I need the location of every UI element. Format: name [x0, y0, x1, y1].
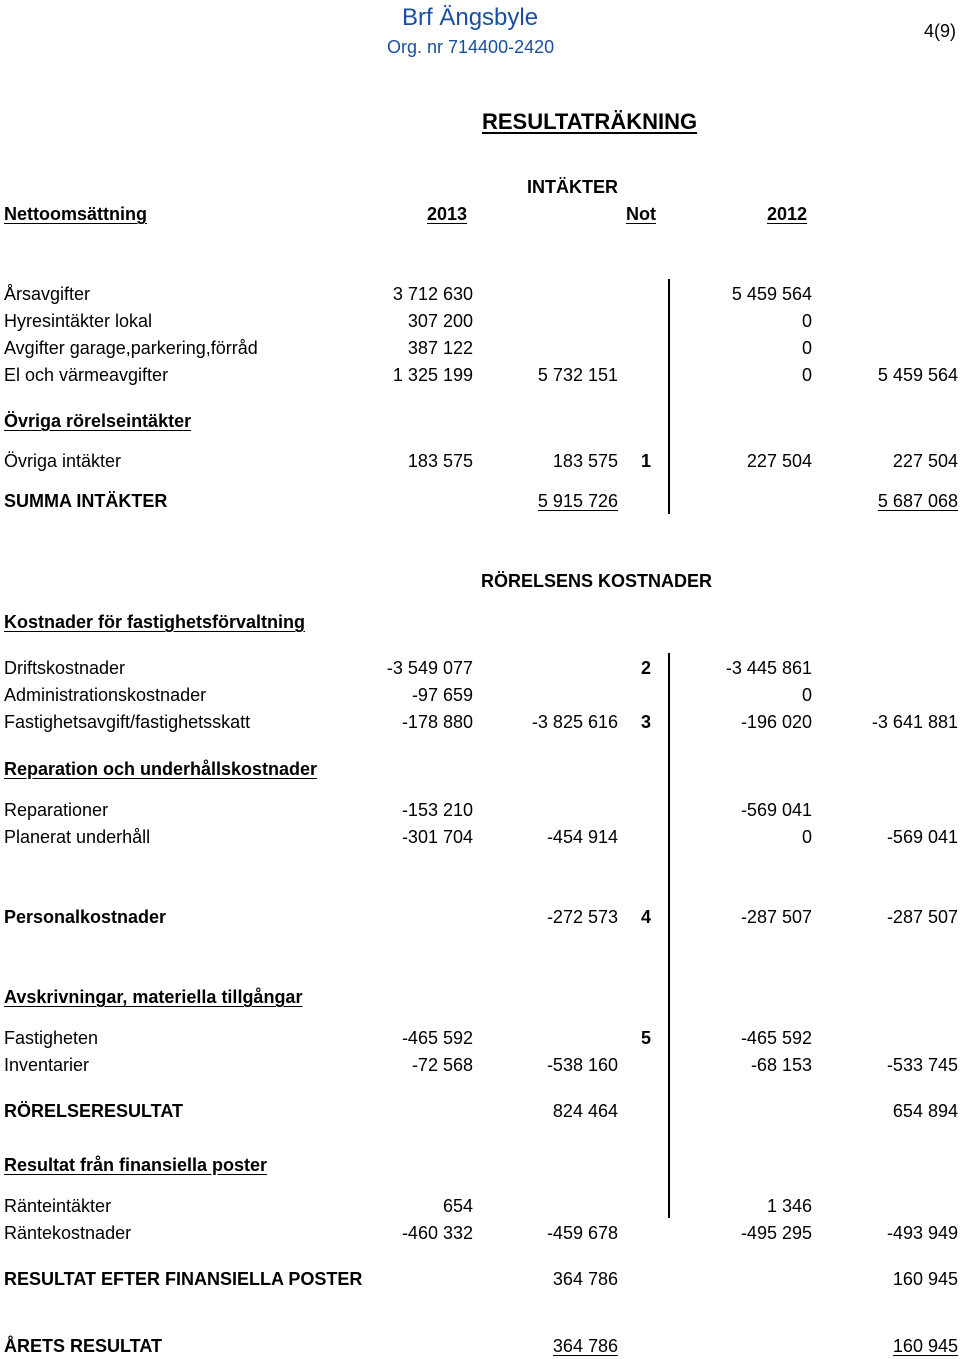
nettoomsattning-heading: Nettoomsättning [4, 204, 147, 224]
col-header-not: Not [626, 204, 656, 224]
value-2013-item: 183 575 [407, 451, 473, 471]
value-2013-item: 3 712 630 [392, 284, 473, 304]
value-2013-total: -538 160 [546, 1055, 618, 1075]
value-2012-item: 1 346 [766, 1196, 812, 1216]
row-label: Fastigheten [4, 1028, 99, 1048]
value-2013-total: 183 575 [552, 451, 618, 471]
value-2012-item: 227 504 [746, 451, 812, 471]
value-2012-total: -493 949 [886, 1223, 958, 1243]
value-2013-total: 5 915 726 [537, 491, 618, 511]
value-2013-item: 654 [442, 1196, 473, 1216]
row-label: Driftskostnader [4, 658, 126, 678]
note-ref: 4 [641, 907, 652, 927]
value-2013-total: -459 678 [546, 1223, 618, 1243]
reparation-heading: Reparation och underhållskostnader [4, 759, 318, 779]
row-label: Administrationskostnader [4, 685, 207, 705]
row-label: SUMMA INTÄKTER [4, 491, 168, 511]
row-label: RESULTAT EFTER FINANSIELLA POSTER [4, 1269, 363, 1289]
row-label: El och värmeavgifter [4, 365, 169, 385]
value-2013-total: 364 786 [552, 1336, 618, 1356]
value-2013-total: 364 786 [552, 1269, 618, 1289]
note-ref: 1 [641, 451, 652, 471]
value-2013-item: -153 210 [401, 800, 473, 820]
org-number: Org. nr 714400-2420 [387, 37, 555, 57]
row-label: ÅRETS RESULTAT [4, 1336, 162, 1356]
page-number: 4(9) [923, 21, 956, 41]
value-2012-item: 0 [801, 311, 812, 331]
row-label: Inventarier [4, 1055, 90, 1075]
row-label: Ränteintäkter [4, 1196, 112, 1216]
value-2012-item: -287 507 [740, 907, 812, 927]
note-ref: 3 [641, 712, 652, 732]
value-2013-total: 824 464 [552, 1101, 618, 1121]
ovriga-rorelseintakter-heading: Övriga rörelseintäkter [4, 411, 192, 431]
row-label: Personalkostnader [4, 907, 167, 927]
finansiella-heading: Resultat från finansiella poster [4, 1155, 268, 1175]
value-2013-total: -272 573 [546, 907, 618, 927]
row-label: Övriga intäkter [4, 451, 122, 471]
row-label: Planerat underhåll [4, 827, 151, 847]
column-divider [668, 653, 670, 1218]
value-2012-total: -287 507 [886, 907, 958, 927]
row-label: Reparationer [4, 800, 109, 820]
value-2012-item: -569 041 [740, 800, 812, 820]
col-header-2013: 2013 [427, 204, 468, 224]
costs-section-title: RÖRELSENS KOSTNADER [481, 571, 713, 591]
value-2012-item: -196 020 [740, 712, 812, 732]
value-2013-item: 1 325 199 [392, 365, 473, 385]
value-2013-total: -454 914 [546, 827, 618, 847]
value-2012-item: -3 445 861 [725, 658, 812, 678]
value-2013-item: 307 200 [407, 311, 473, 331]
page-title: RESULTATRÄKNING [482, 109, 698, 134]
value-2012-item: 0 [801, 365, 812, 385]
note-ref: 5 [641, 1028, 652, 1048]
avskrivningar-heading: Avskrivningar, materiella tillgångar [4, 987, 303, 1007]
value-2012-total: 654 894 [892, 1101, 958, 1121]
value-2013-item: -97 659 [411, 685, 473, 705]
value-2013-total: -3 825 616 [531, 712, 618, 732]
value-2013-item: -178 880 [401, 712, 473, 732]
value-2013-item: 387 122 [407, 338, 473, 358]
row-label: Fastighetsavgift/fastighetsskatt [4, 712, 251, 732]
value-2012-total: 160 945 [892, 1336, 958, 1356]
row-label: RÖRELSERESULTAT [4, 1101, 183, 1121]
value-2012-item: 0 [801, 685, 812, 705]
value-2013-total: 5 732 151 [537, 365, 618, 385]
value-2012-total: 227 504 [892, 451, 958, 471]
value-2013-item: -465 592 [401, 1028, 473, 1048]
value-2012-total: 5 459 564 [877, 365, 958, 385]
row-label: Hyresintäkter lokal [4, 311, 153, 331]
org-name: Brf Ängsbyle [402, 4, 539, 31]
value-2012-item: 5 459 564 [731, 284, 812, 304]
value-2012-item: -465 592 [740, 1028, 812, 1048]
value-2012-item: -68 153 [750, 1055, 812, 1075]
row-label: Årsavgifter [4, 284, 91, 304]
value-2012-total: -3 641 881 [871, 712, 958, 732]
value-2012-item: -495 295 [740, 1223, 812, 1243]
col-header-2012: 2012 [767, 204, 808, 224]
value-2012-item: 0 [801, 827, 812, 847]
value-2013-item: -301 704 [401, 827, 473, 847]
value-2013-item: -72 568 [411, 1055, 473, 1075]
fastighetsforvaltning-heading: Kostnader för fastighetsförvaltning [4, 612, 306, 632]
value-2012-total: 160 945 [892, 1269, 958, 1289]
column-divider [668, 279, 670, 514]
value-2012-total: -533 745 [886, 1055, 958, 1075]
income-section-title: INTÄKTER [527, 177, 618, 197]
value-2012-total: 5 687 068 [877, 491, 958, 511]
value-2012-total: -569 041 [886, 827, 958, 847]
row-label: Avgifter garage,parkering,förråd [4, 338, 258, 358]
note-ref: 2 [641, 658, 652, 678]
value-2012-item: 0 [801, 338, 812, 358]
row-label: Räntekostnader [4, 1223, 132, 1243]
value-2013-item: -460 332 [401, 1223, 473, 1243]
value-2013-item: -3 549 077 [386, 658, 473, 678]
